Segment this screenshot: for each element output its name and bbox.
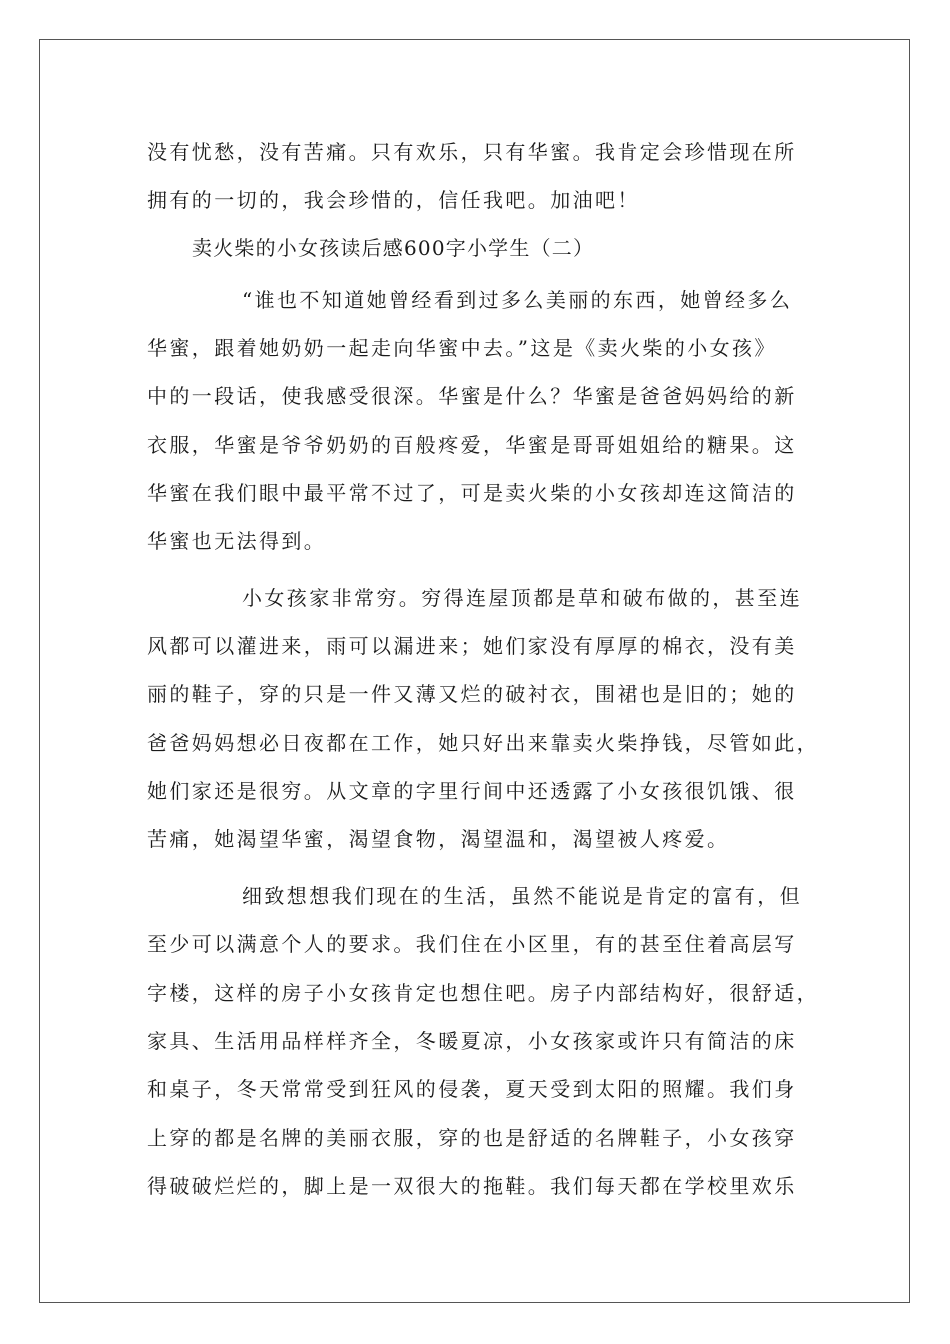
text-line: 华蜜在我们眼中最平常不过了，可是卖火柴的小女孩却连这简洁的 (147, 481, 797, 505)
text-line: 细致想想我们现在的生活，虽然不能说是肯定的富有，但 (242, 884, 802, 908)
text-line: 衣服，华蜜是爷爷奶奶的百般疼爱，华蜜是哥哥姐姐给的糖果。这 (147, 433, 797, 457)
text-line: 苦痛，她渴望华蜜，渴望食物，渴望温和，渴望被人疼爱。 (147, 827, 730, 851)
text-line: 丽的鞋子，穿的只是一件又薄又烂的破衬衣，围裙也是旧的；她的 (147, 682, 797, 706)
text-line: 华蜜，跟着她奶奶一起走向华蜜中去。”这是《卖火柴的小女孩》 (147, 336, 777, 360)
text-line: 小女孩家非常穷。穷得连屋顶都是草和破布做的，甚至连 (242, 586, 802, 610)
text-line: “谁也不知道她曾经看到过多么美丽的东西，她曾经多么 (242, 288, 793, 312)
text-line: 拥有的一切的，我会珍惜的，信任我吧。加油吧！ (147, 188, 640, 212)
text-line: 没有忧愁，没有苦痛。只有欢乐，只有华蜜。我肯定会珍惜现在所 (147, 140, 797, 164)
text-line: 家具、生活用品样样齐全，冬暖夏凉，小女孩家或许只有简洁的床 (147, 1029, 797, 1053)
text-line: 中的一段话，使我感受很深。华蜜是什么？华蜜是爸爸妈妈给的新 (147, 384, 797, 408)
text-line: 至少可以满意个人的要求。我们住在小区里，有的甚至住着高层写 (147, 932, 797, 956)
page-border (39, 39, 910, 1303)
text-line: 爸爸妈妈想必日夜都在工作，她只好出来靠卖火柴挣钱，尽管如此， (147, 731, 819, 755)
text-line: 得破破烂烂的，脚上是一双很大的拖鞋。我们每天都在学校里欢乐 (147, 1174, 797, 1198)
text-line: 字楼，这样的房子小女孩肯定也想住吧。房子内部结构好，很舒适， (147, 981, 819, 1005)
text-line: 风都可以灌进来，雨可以漏进来；她们家没有厚厚的棉衣，没有美 (147, 634, 797, 658)
text-line: 上穿的都是名牌的美丽衣服，穿的也是舒适的名牌鞋子，小女孩穿 (147, 1126, 797, 1150)
text-line: 她们家还是很穷。从文章的字里行间中还透露了小女孩很饥饿、很 (147, 779, 797, 803)
text-line: 和桌子，冬天常常受到狂风的侵袭，夏天受到太阳的照耀。我们身 (147, 1077, 797, 1101)
section-heading: 卖火柴的小女孩读后感600字小学生（二） (192, 236, 595, 260)
text-line: 华蜜也无法得到。 (147, 529, 327, 553)
